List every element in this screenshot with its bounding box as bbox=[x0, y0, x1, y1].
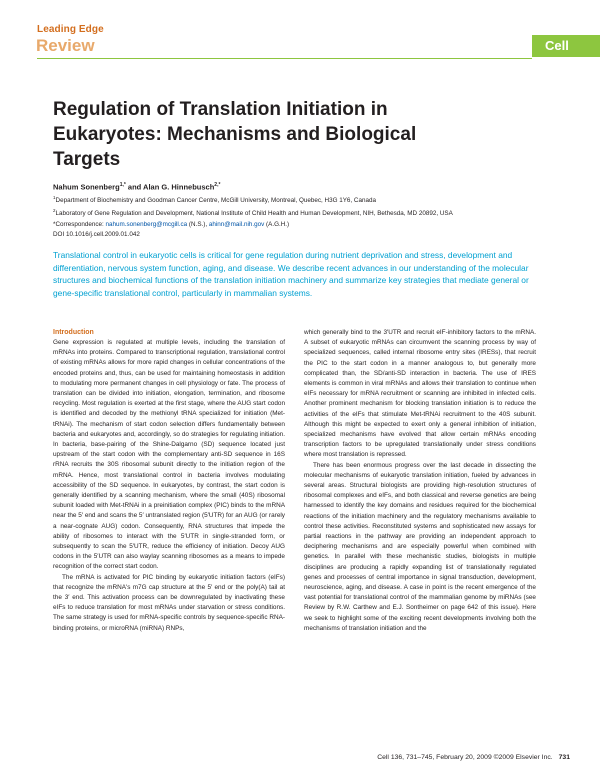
correspondence-line: *Correspondence: nahum.sonenberg@mcgill.ca (N.S.), ahinn@mail.nih.gov (A.G.H.) bbox=[53, 220, 290, 228]
section-heading-introduction: Introduction bbox=[53, 329, 94, 336]
email-link-sonenberg[interactable]: nahum.sonenberg@mcgill.ca bbox=[105, 220, 188, 228]
section-label: Review bbox=[36, 36, 95, 55]
page-number: 731 bbox=[558, 754, 570, 761]
citation-line: Cell 136, 731–745, February 20, 2009 ©2009 Elsevier Inc. bbox=[377, 754, 553, 761]
section-kicker: Leading Edge bbox=[37, 24, 104, 35]
doi-line[interactable]: DOI 10.1016/j.cell.2009.01.042 bbox=[53, 230, 140, 238]
affiliation-2: $^2$Laboratory of Gene Regulation and Development, National Institute of Child Health and Human Development, NIH, Bethesda, MD 20892, USA bbox=[53, 208, 453, 218]
affiliation-1: $^1$Department of Biochemistry and Goodman Cancer Centre, McGill University, Montreal, Quebec, H3G 1Y6, Canada bbox=[53, 195, 376, 205]
journal-logo-tab: Cell bbox=[532, 35, 600, 57]
affiliation-1-text: Department of Biochemistry and Goodman Cancer Centre, McGill University, Montreal, Quebec, H3G 1Y6, Canada bbox=[55, 197, 376, 205]
page-footer bbox=[377, 754, 570, 761]
article-title: Regulation of Translation Initiation in Eukaryotes: Mechanisms and Biological Targets bbox=[53, 99, 417, 170]
body-paragraph: Gene expression is regulated at multiple levels, including the translation of mRNAs into proteins. Compared to transcriptional regulation, translational control of existing mRNAs allows for more rapid changes in cellular concentrations of the encoded proteins and, thus, can be used for maintaining homeostasis in addition to modulating more permanent changes in cell physiology or fate. The process of translation can be divided into initiation, elongation, termination, and ribosome recycling. Most regulation is exerted at the first stage, where the AUG start codon is identified and decoded by the methionyl tRNA specialized for initiation (Met-tRNAi). The mechanism of start codon selection differs fundamentally between bacteria and eukaryotes and, accordingly, so do strategies for regulating initiation. In bacteria, base-pairing of the Shine-Dalgarno (SD) sequence located just upstream of the start codon with the complementary anti-SD sequence in 16S rRNA recruits the 30S ribosomal subunit directly to the initiation region of the mRNA. Hence, most translational control in bacteria involves modulating accessibility of the SD sequence. In eukaryotes, by contrast, the start codon is generally identified by a scanning mechanism, where the small (40S) ribosomal subunit loaded with Met-tRNAi in a preinitiation complex (PIC) binds to the mRNA near the 5′ end and scans the 5′ untranslated region (5′UTR) for an AUG (or rarely a near-cognate AUG) codon. Consequently, RNA structures that impede the ability of ribosomes to interact with the 5′UTR in single-stranded form, or subsequently to scan the 5′UTR, reduce the efficiency of initiation. Decoy AUG codons in the 5′UTR can also waylay scanning ribosomes as a means to impede recognition of the correct start codon. bbox=[53, 339, 285, 571]
abstract: Translational control in eukaryotic cells is critical for gene regulation during nutrient deprivation and stress, development and differentiation, nervous system function, aging, and disease. We describe recent advances in our understanding of the molecular structures and biochemical functions of the translation initiation machinery and summarize key strategies that mediate general or gene-specific translational control, particularly in mammalian systems. bbox=[53, 250, 529, 298]
email-link-hinnebusch[interactable]: ahinn@mail.nih.gov bbox=[208, 220, 265, 228]
affiliations-block bbox=[53, 193, 533, 240]
affiliation-2-text: Laboratory of Gene Regulation and Development, National Institute of Child Health and Human Development, NIH, Bethesda, MD 20892, USA bbox=[55, 210, 453, 218]
body-column-right bbox=[304, 328, 536, 634]
author-line: Nahum Sonenberg$^{1,*}$ and Alan G. Hinnebusch$^{2,*}$ bbox=[53, 182, 221, 192]
body-paragraph: which generally bind to the 3′UTR and recruit eIF-inhibitory factors to the mRNA. A subset of eukaryotic mRNAs can circumvent the scanning process by way of specialized sequences, called internal ribosome entry sites (IRESs), that recruit the PIC to the start codon in a manner analogous to, but generally more complicated than, the SD/anti-SD interaction in bacteria. The use of IRES elements is common in viral mRNAs and allows their translation to continue when eIFs necessary for mRNA recruitment or scanning are inhibited in infected cells. Another prominent mechanism for blocking translation initiation is to reduce the activities of the eIFs that stimulate Met-tRNAi recruitment to the 40S subunit. Although this might be expected to exert only a general inhibition of initiation, specialized mechanisms have evolved that allow certain mRNAs encoding transcription factors to be upregulated translationally under stress conditions where most translation is repressed. bbox=[304, 329, 536, 459]
body-paragraph: The mRNA is activated for PIC binding by eukaryotic initiation factors (eIFs) that recognize the mRNA's m7G cap structure at the 5′ end or the poly(A) tail at the 3′ end. This activation process can be downregulated by inactivating these eIFs to reduce translation for most mRNAs under starvation or stress conditions. The same strategy is used for mRNA-specific controls by sequence-specific RNA-binding proteins, or microRNA (miRNA) RNPs, bbox=[53, 573, 285, 632]
body-paragraph: There has been enormous progress over the last decade in dissecting the molecular mechanisms of eukaryotic translation initiation, fueled by advances in several areas. Structural biologists are providing high-resolution structures of ribosomal complexes and eIFs, and both classical and reverse genetics are being harnessed to identify the key domains and residues required for the biochemical reactions of the initiation machinery and the regulatory mechanisms available to control these activities. Reconstituted systems and sophisticated new assays for partial reactions in the pathway are providing an independent approach to deciphering mechanisms and are especially powerful when combined with genetics. In parallel with these mechanistic studies, biologists in multiple disciplines are producing a rapidly expanding list of translationally regulated genes and processes of central importance in signal transduction, development, neuroscience, aging, and disease. A case in point is the recent emergence of the vast potential for translational control of the mammalian genome by miRNAs (see Review by R.W. Carthew and E.J. Sontheimer on page 642 of this issue). Here we seek to highlight some of the exciting recent developments involving both the mechanisms of translation initiation and the bbox=[304, 461, 536, 632]
header-divider bbox=[37, 58, 532, 59]
body-column-left bbox=[53, 328, 285, 634]
